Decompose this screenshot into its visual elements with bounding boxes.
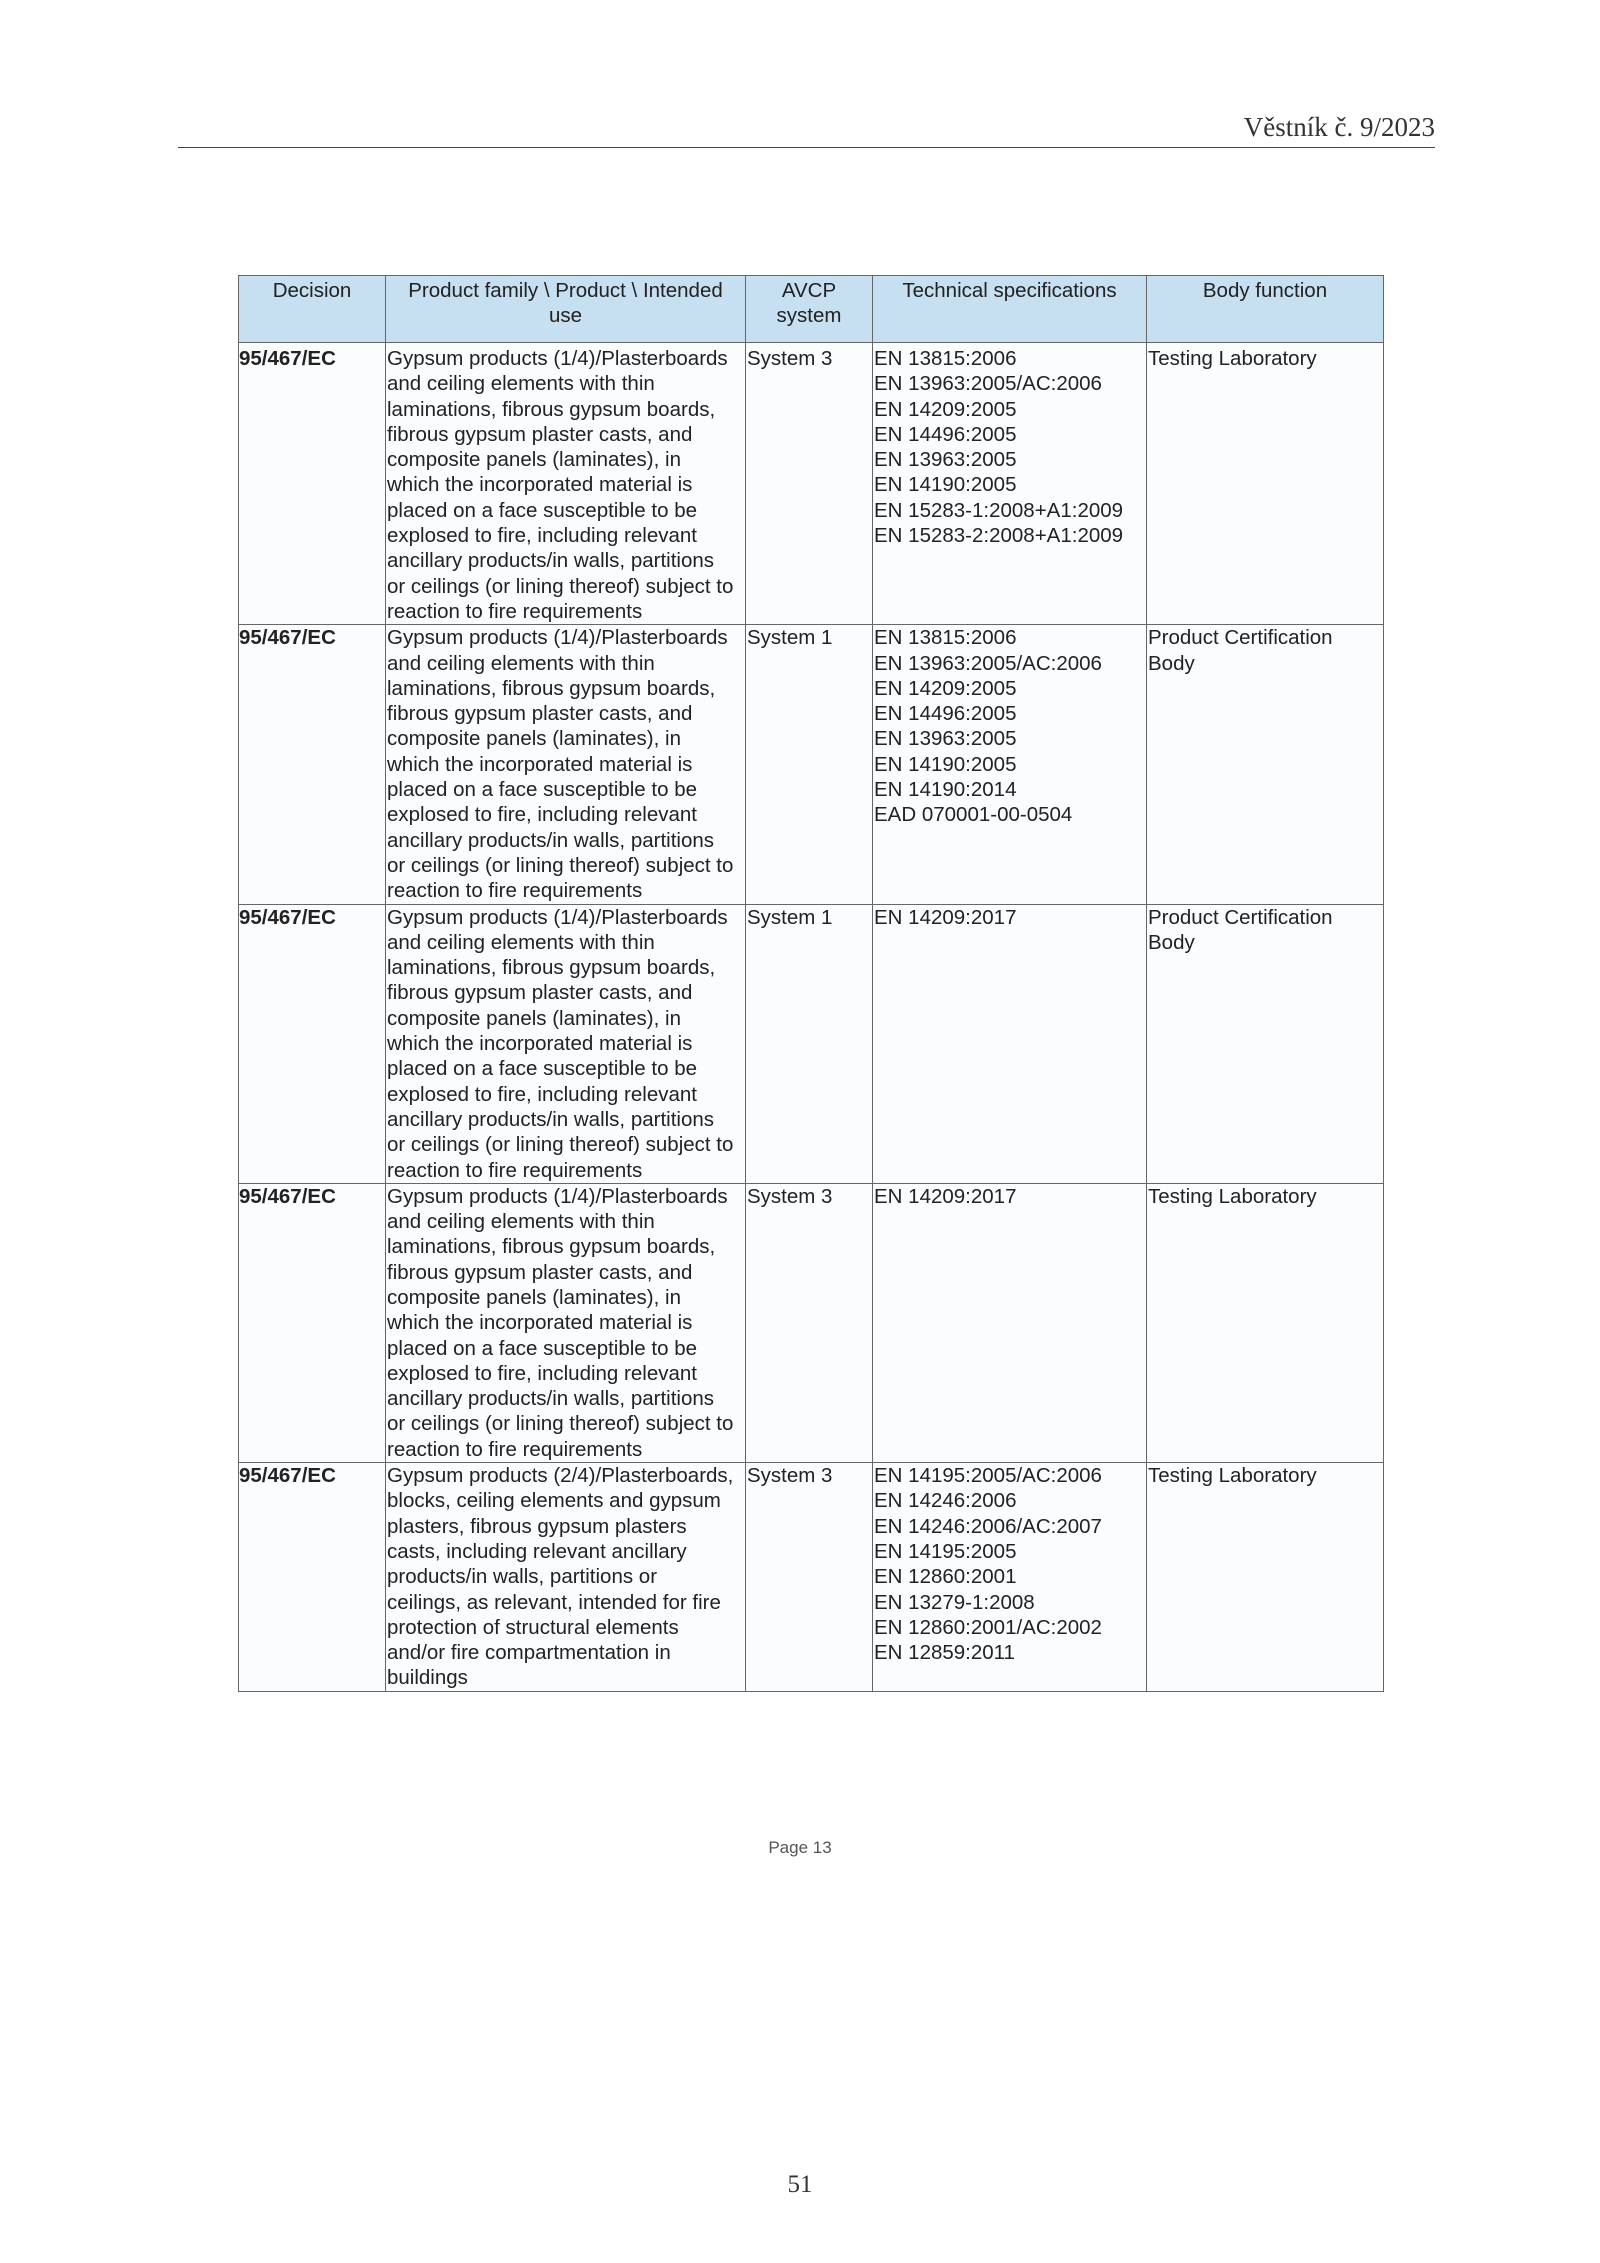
product-cell [386,1463,746,1692]
specs-cell [873,343,1147,625]
product-text-line: laminations, fibrous gypsum boards, [387,956,716,980]
decision-cell: 95/467/EC [239,904,386,1183]
product-text-line: placed on a face susceptible to be [387,1336,697,1360]
spec-line: EN 14190:2014 [874,778,1017,802]
body-function-line: Body [1148,930,1195,954]
product-text-line: composite panels (laminates), in [387,727,681,751]
table-row [239,904,1384,1183]
product-text-line: Gypsum products (1/4)/Plasterboards [387,626,728,650]
product-text-line: fibrous gypsum plaster casts, and [387,981,693,1005]
spec-line: EN 15283-2:2008+A1:2009 [874,524,1124,548]
specs-cell [873,625,1147,904]
product-text-line: laminations, fibrous gypsum boards, [387,1235,716,1259]
product-text-line: protection of structural elements [387,1615,679,1639]
spec-line: EN 13963:2005/AC:2006 [874,651,1102,675]
page-label: Page 13 [768,1838,832,1857]
column-header-avcp: AVCP system [746,276,873,343]
avcp-cell: System 3 [746,343,873,625]
product-text-line: Gypsum products (1/4)/Plasterboards [387,905,728,929]
decision-cell: 95/467/EC [239,1183,386,1462]
product-cell [386,904,746,1183]
body-function-cell [1147,1463,1384,1692]
spec-line: EN 13815:2006 [874,347,1017,370]
product-text-line: or ceilings (or lining thereof) subject to [387,1412,734,1436]
spec-line: EN 12859:2011 [874,1641,1015,1665]
product-text-line: reaction to fire requirements [387,1158,643,1182]
product-text-line: placed on a face susceptible to be [387,778,697,802]
avcp-cell: System 3 [746,1463,873,1692]
specification-table [238,275,1384,1692]
body-function-cell [1147,1183,1384,1462]
product-cell [386,343,746,625]
table-header-row [239,276,1384,343]
avcp-cell: System 1 [746,904,873,1183]
product-cell [386,625,746,904]
product-text-line: ancillary products/in walls, partitions [387,828,714,852]
product-text-line: which the incorporated material is [387,1032,693,1056]
product-text-line: fibrous gypsum plaster casts, and [387,702,693,726]
product-text-line: or ceilings (or lining thereof) subject to [387,574,734,598]
body-function-line: Body [1148,651,1195,675]
product-text-line: and ceiling elements with thin [387,372,655,396]
product-text-line: laminations, fibrous gypsum boards, [387,397,716,421]
body-function-line: Testing Laboratory [1148,347,1317,370]
table-row [239,625,1384,904]
product-text-line: composite panels (laminates), in [387,1285,681,1309]
decision-cell: 95/467/EC [239,625,386,904]
spec-line: EN 14195:2005 [874,1539,1017,1563]
product-text-line: explosed to fire, including relevant [387,803,697,827]
avcp-cell: System 1 [746,625,873,904]
product-text-line: ancillary products/in walls, partitions [387,549,714,573]
product-text-line: blocks, ceiling elements and gypsum [387,1489,721,1513]
product-cell [386,1183,746,1462]
spec-line: EN 14246:2006/AC:2007 [874,1514,1102,1538]
decision-cell: 95/467/EC [239,343,386,625]
spec-line: EN 12860:2001 [874,1565,1017,1589]
product-text-line: Gypsum products (2/4)/Plasterboards, [387,1464,734,1488]
spec-line: EN 14496:2005 [874,702,1017,726]
column-header-product: Product family \ Product \ Intended use [386,276,746,343]
column-header-body: Body function [1147,276,1384,343]
table-row [239,343,1384,625]
spec-line: EN 14209:2005 [874,397,1017,421]
spec-line: EN 13815:2006 [874,626,1017,650]
column-header-specs: Technical specifications [873,276,1147,343]
product-text-line: casts, including relevant ancillary [387,1539,687,1563]
product-text-line: explosed to fire, including relevant [387,1082,697,1106]
spec-line: EN 13963:2005/AC:2006 [874,372,1102,396]
avcp-cell: System 3 [746,1183,873,1462]
product-text-line: which the incorporated material is [387,752,693,776]
body-function-line: Testing Laboratory [1148,1184,1317,1208]
product-text-line: composite panels (laminates), in [387,448,681,472]
spec-line: EN 13963:2005 [874,448,1017,472]
spec-line: EN 14209:2005 [874,676,1017,700]
table-row [239,1183,1384,1462]
body-function-cell [1147,904,1384,1183]
spec-line: EN 15283-1:2008+A1:2009 [874,498,1124,522]
spec-line: EAD 070001-00-0504 [874,803,1073,827]
product-text-line: buildings [387,1666,468,1690]
product-text-line: and/or fire compartmentation in [387,1641,671,1665]
product-text-line: and ceiling elements with thin [387,930,655,954]
bulletin-header: Věstník č. 9/2023 [1243,112,1435,142]
header-rule [178,147,1435,148]
product-text-line: and ceiling elements with thin [387,651,655,675]
product-text-line: reaction to fire requirements [387,1437,643,1461]
spec-line: EN 14195:2005/AC:2006 [874,1464,1102,1488]
spec-line: EN 14190:2005 [874,752,1017,776]
product-text-line: or ceilings (or lining thereof) subject to [387,853,734,877]
spec-line: EN 14209:2017 [874,905,1017,929]
product-text-line: or ceilings (or lining thereof) subject to [387,1133,734,1157]
product-text-line: fibrous gypsum plaster casts, and [387,1260,693,1284]
table-body [239,343,1384,1692]
spec-line: EN 14496:2005 [874,422,1017,446]
specs-cell [873,1463,1147,1692]
product-text-line: reaction to fire requirements [387,879,643,903]
spec-line: EN 13279-1:2008 [874,1590,1035,1614]
table-row [239,1463,1384,1692]
product-text-line: laminations, fibrous gypsum boards, [387,676,716,700]
product-text-line: composite panels (laminates), in [387,1006,681,1030]
product-text-line: ancillary products/in walls, partitions [387,1387,714,1411]
product-text-line: plasters, fibrous gypsum plasters [387,1514,687,1538]
page-number: 51 [787,2171,813,2198]
product-text-line: fibrous gypsum plaster casts, and [387,422,693,446]
product-text-line: ancillary products/in walls, partitions [387,1107,714,1131]
product-text-line: products/in walls, partitions or [387,1565,658,1589]
body-function-cell [1147,343,1384,625]
product-text-line: explosed to fire, including relevant [387,524,697,548]
specs-cell [873,904,1147,1183]
spec-line: EN 12860:2001/AC:2002 [874,1615,1102,1639]
product-text-line: Gypsum products (1/4)/Plasterboards [387,1184,728,1208]
column-header-decision: Decision [239,276,386,343]
product-text-line: placed on a face susceptible to be [387,498,697,522]
product-text-line: explosed to fire, including relevant [387,1361,697,1385]
specs-cell [873,1183,1147,1462]
spec-line: EN 13963:2005 [874,727,1017,751]
body-function-line: Product Certification [1148,626,1333,650]
product-text-line: which the incorporated material is [387,1311,693,1335]
body-function-line: Testing Laboratory [1148,1464,1317,1488]
body-function-line: Product Certification [1148,905,1333,929]
spec-line: EN 14246:2006 [874,1489,1017,1513]
product-text-line: and ceiling elements with thin [387,1210,655,1234]
product-text-line: placed on a face susceptible to be [387,1057,697,1081]
product-text-line: Gypsum products (1/4)/Plasterboards [387,347,728,370]
spec-line: EN 14209:2017 [874,1184,1017,1208]
product-text-line: reaction to fire requirements [387,599,643,623]
decision-cell: 95/467/EC [239,1463,386,1692]
product-text-line: which the incorporated material is [387,473,693,497]
body-function-cell [1147,625,1384,904]
product-text-line: ceilings, as relevant, intended for fire [387,1590,721,1614]
spec-line: EN 14190:2005 [874,473,1017,497]
